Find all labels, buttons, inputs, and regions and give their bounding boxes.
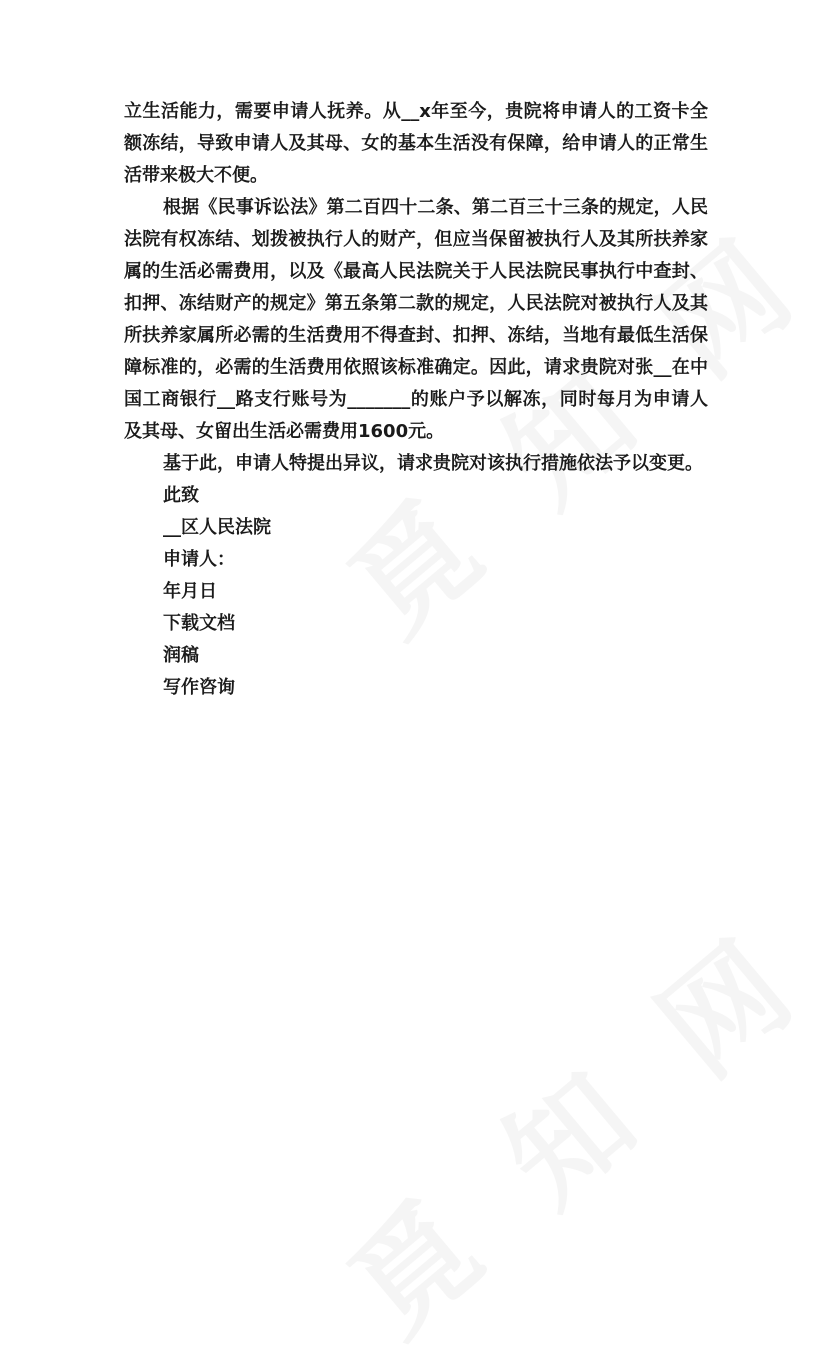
court-name: __区人民法院 — [163, 517, 271, 538]
closing-block — [124, 480, 708, 704]
paragraph-request: 基于此，申请人特提出异议，请求贵院对该执行措施依法予以变更。 — [163, 453, 703, 474]
download-document-link[interactable]: 下载文档 — [163, 613, 235, 634]
paragraph-continuation: 立生活能力，需要申请人抚养。从__x年至今，贵院将申请人的工资卡全额冻结，导致申请人及其母、女的基本生活没有保障，给申请人的正常生活带来极大不便。 — [124, 101, 708, 186]
watermark — [308, 885, 830, 1366]
date-line: 年月日 — [163, 581, 217, 602]
applicant-label: 申请人： — [163, 549, 235, 570]
paragraph-legal-basis: 根据《民事诉讼法》第二百四十二条、第二百三十三条的规定，人民法院有权冻结、划拨被执行人的财产，但应当保留被执行人及其所扶养家属的生活必需费用，以及《最高人民法院关于人民法院民事执行中查封、扣押、冻结财产的规定》第五条第二款的规定，人民法院对被执行人及其所扶养家属所必需的生活费用不得查封、扣押、冻结，当地有最低生活保障标准的，必需的生活费用依照该标准确定。因此，请求贵院对张__在中国工商银行__路支行账号为_______的账户予以解冻，同时每月为申请人及其母、女留出生活必需费用1600元。 — [124, 197, 708, 442]
polish-link[interactable]: 润稿 — [163, 645, 199, 666]
writing-consult-link[interactable]: 写作咨询 — [163, 677, 235, 698]
salutation: 此致 — [163, 485, 199, 506]
document-body — [124, 96, 708, 704]
